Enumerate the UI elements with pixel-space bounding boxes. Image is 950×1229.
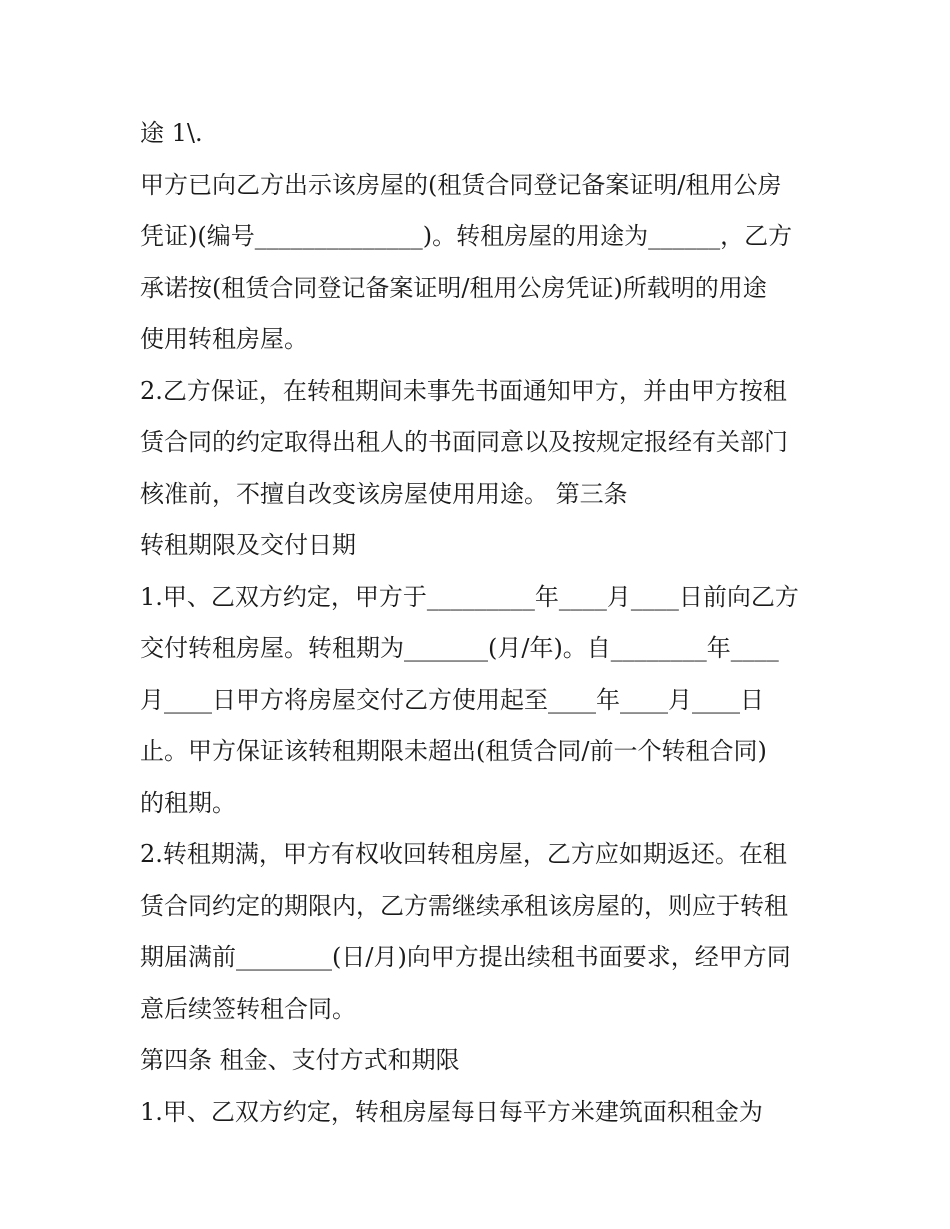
text-line: 承诺按(租赁合同登记备案证明/租用公房凭证)所载明的用途 [140,273,767,302]
text-line: 止。甲方保证该转租期限未超出(租赁合同/前一个转租合同) [140,737,767,765]
text-line: 1.甲、乙双方约定，转租房屋每日每平方米建筑面积租金为 [140,1097,763,1126]
document-body [140,108,830,1138]
text-line: 1.甲、乙双方约定，甲方于_________年____月____日前向乙方 [140,582,799,611]
text-line: 月____日甲方将房屋交付乙方使用起至____年____月____日 [140,685,764,714]
text-line: 2.转租期满，甲方有权收回转租房屋，乙方应如期返还。在租 [140,840,787,868]
text-line: 途 1\. [140,119,203,147]
text-line: 的租期。 [140,788,236,817]
text-line: 使用转租房屋。 [140,325,308,353]
text-line: 期届满前________(日/月)向甲方提出续租书面要求，经甲方同 [140,943,791,971]
section-heading: 第四条 租金、支付方式和期限 [140,1046,460,1074]
text-line: 2.乙方保证，在转租期间未事先书面通知甲方，并由甲方按租 [140,376,787,405]
text-line: 交付转租房屋。转租期为_______(月/年)。自________年____ [140,634,779,662]
text-line: 凭证)(编号______________)。转租房屋的用途为______，乙方 [140,222,793,250]
text-line: 核准前，不擅自改变该房屋使用用途。 第三条 [140,479,628,508]
text-line: 意后续签转租合同。 [140,994,356,1023]
section-heading: 转租期限及交付日期 [140,531,356,559]
text-line: 赁合同约定的期限内，乙方需继续承租该房屋的，则应于转租 [140,891,788,920]
text-line: 赁合同的约定取得出租人的书面同意以及按规定报经有关部门 [140,428,788,456]
text-line: 甲方已向乙方出示该房屋的(租赁合同登记备案证明/租用公房 [140,170,782,199]
